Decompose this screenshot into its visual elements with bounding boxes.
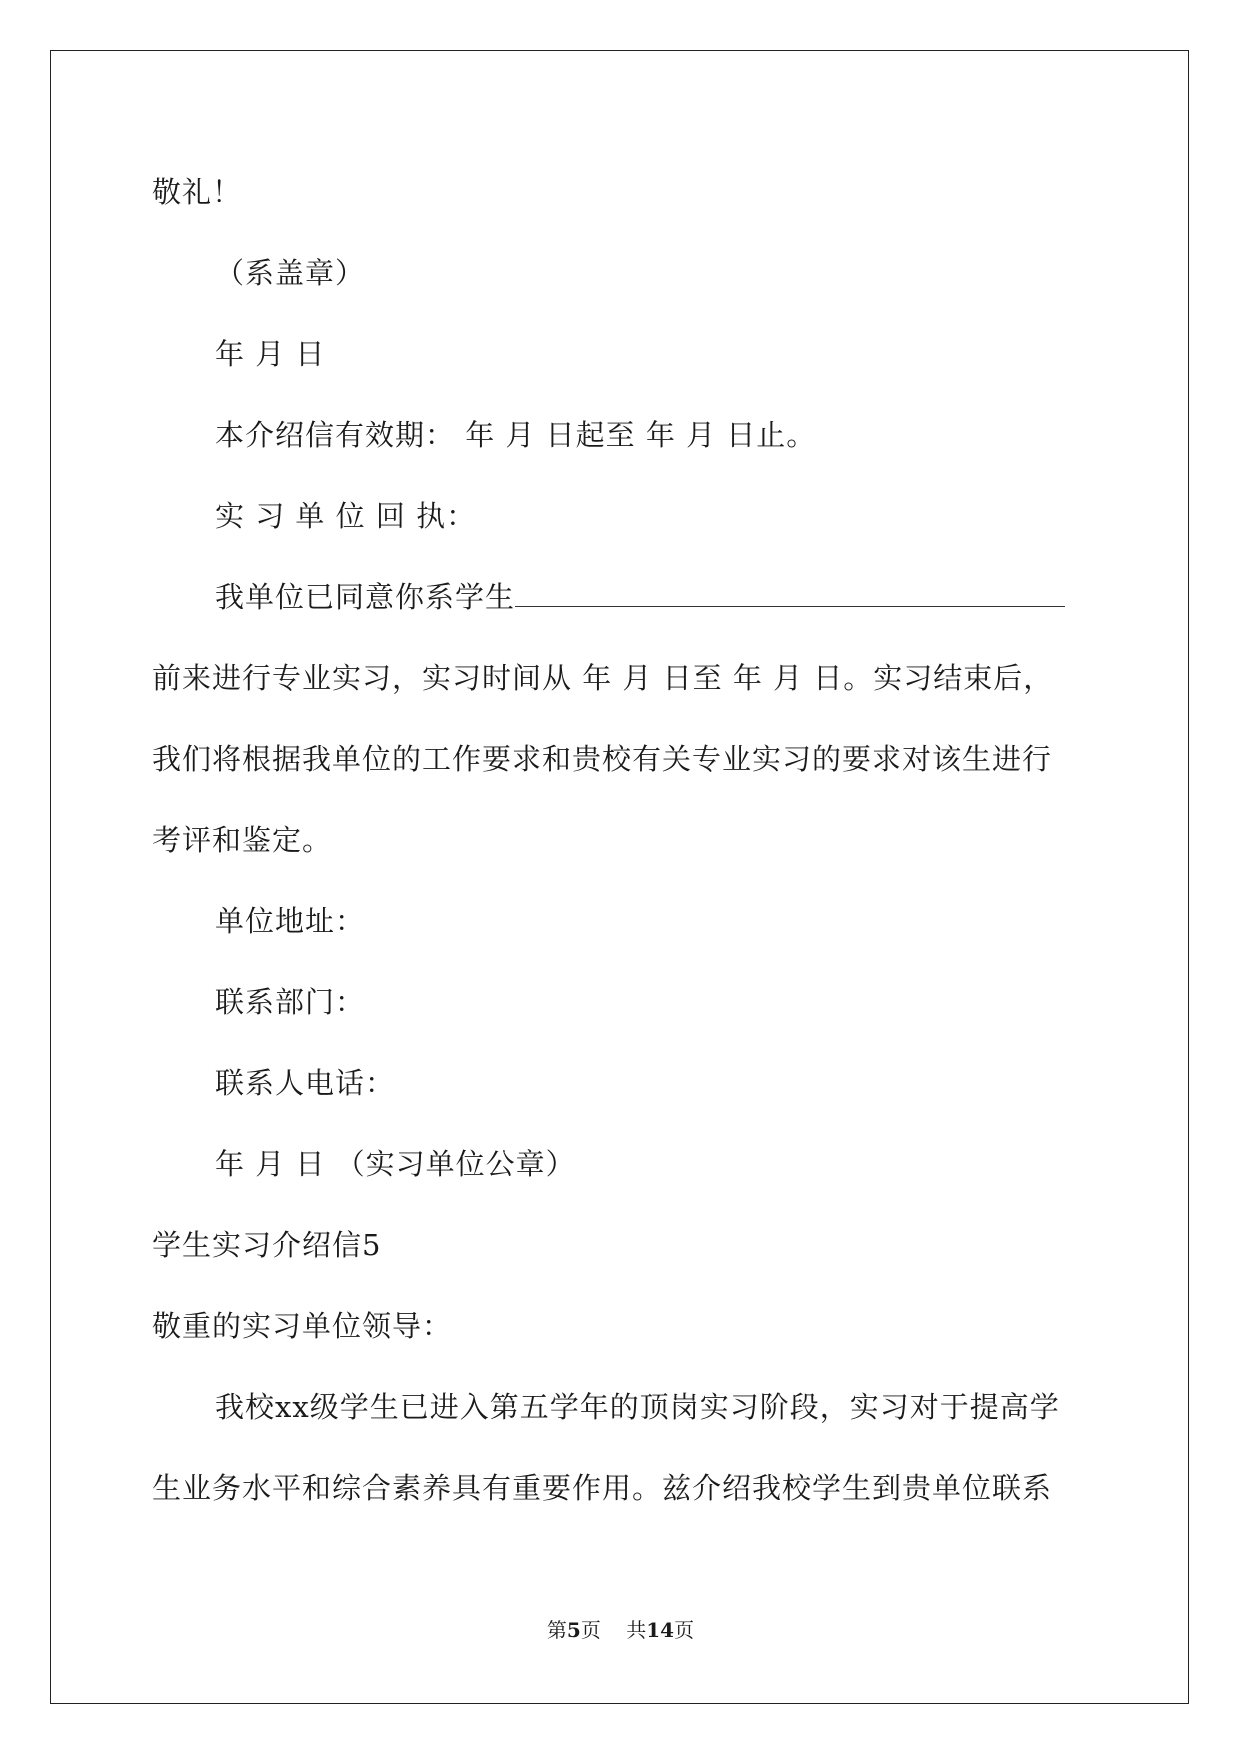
student-name-blank (515, 580, 1065, 607)
footer-suffix: 页 (674, 1618, 695, 1642)
date-line: 年 月 日 (215, 337, 326, 371)
footer-mid: 页 共 (580, 1618, 647, 1642)
section-title: 学生实习介绍信5 (152, 1228, 382, 1262)
contact-phone-label: 联系人电话： (215, 1066, 396, 1100)
footer-prefix: 第 (546, 1618, 567, 1642)
footer-total-pages: 14 (646, 1618, 675, 1642)
receipt-heading: 实 习 单 位 回 执： (215, 499, 477, 533)
body-paragraph-line-1: 我校xx级学生已进入第五学年的顶岗实习阶段，实习对于提高学 (215, 1390, 1060, 1424)
unit-seal-date-line: 年 月 日 （实习单位公章） (215, 1147, 576, 1181)
page-footer (0, 1618, 1241, 1642)
unit-address-label: 单位地址： (215, 904, 366, 938)
page-border (50, 50, 1189, 1704)
validity-period: 本介绍信有效期： 年 月 日起至 年 月 日止。 (215, 418, 817, 452)
department-seal-note: （系盖章） (215, 256, 366, 290)
letter-salutation: 敬重的实习单位领导： (152, 1309, 453, 1343)
closing-salutation: 敬礼！ (152, 175, 243, 209)
internship-period-line: 前来进行专业实习，实习时间从 年 月 日至 年 月 日。实习结束后， (152, 661, 1054, 695)
body-paragraph-line-2: 生业务水平和综合素养具有重要作用。兹介绍我校学生到贵单位联系 (152, 1471, 1053, 1505)
evaluation-line: 我们将根据我单位的工作要求和贵校有关专业实习的要求对该生进行 (152, 742, 1053, 776)
receipt-student-line (215, 579, 1065, 615)
receipt-student-text: 我单位已同意你系学生 (215, 580, 516, 614)
contact-department-label: 联系部门： (215, 985, 366, 1019)
evaluation-line-end: 考评和鉴定。 (152, 823, 333, 857)
footer-page-number: 5 (566, 1618, 581, 1642)
